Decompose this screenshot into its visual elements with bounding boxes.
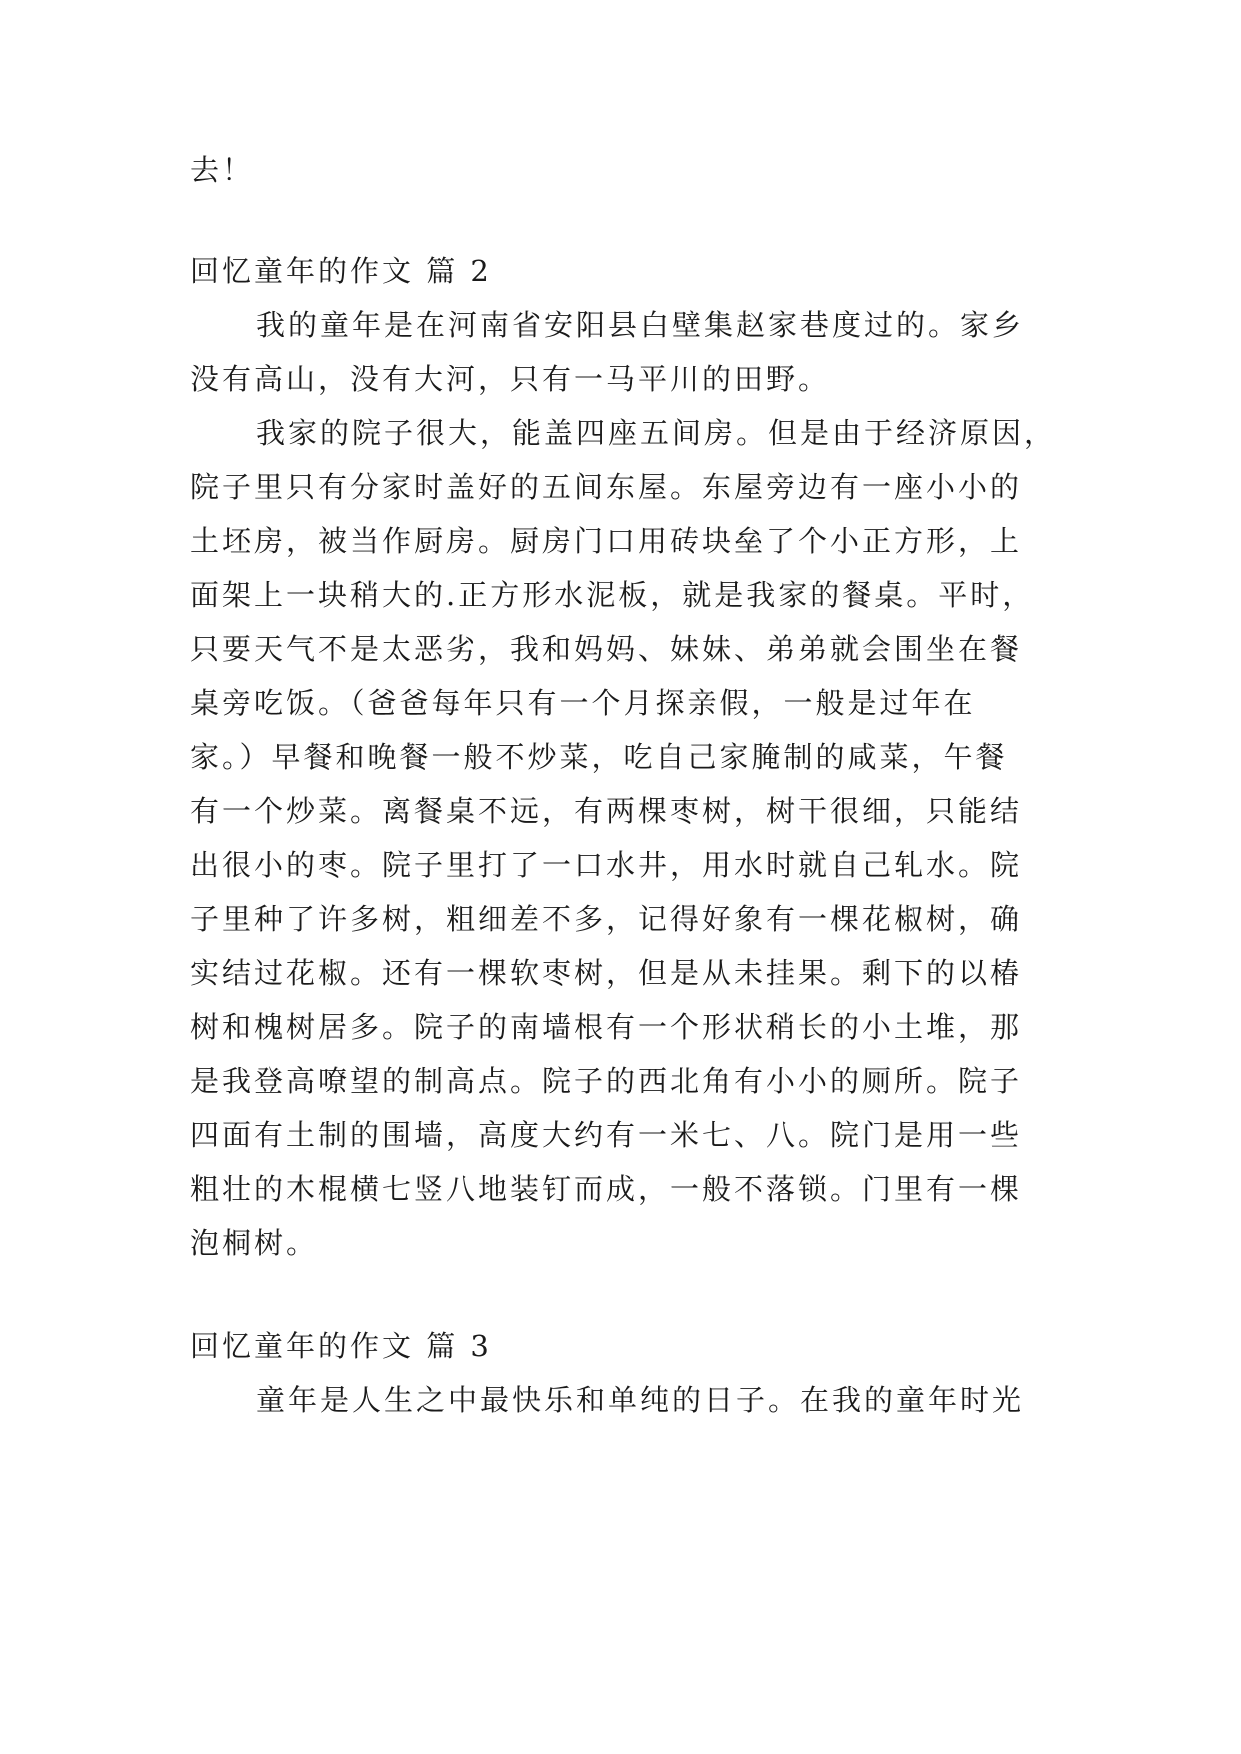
paragraph-line: 树和槐树居多。院子的南墙根有一个形状稍长的小土堆，那: [190, 1010, 1023, 1044]
section-heading: 回忆童年的作文 篇 2: [190, 254, 492, 288]
paragraph-line: 只要天气不是太恶劣，我和妈妈、妹妹、弟弟就会围坐在餐: [190, 632, 1023, 666]
paragraph-line: 家。）早餐和晚餐一般不炒菜，吃自己家腌制的咸菜，午餐: [190, 740, 1008, 774]
paragraph-line: 泡桐树。: [190, 1226, 319, 1260]
paragraph-line: 我的童年是在河南省安阳县白壁集赵家巷度过的。家乡: [256, 308, 1025, 342]
paragraph-line: 土坯房，被当作厨房。厨房门口用砖块垒了个小正方形，上: [190, 524, 1023, 558]
paragraph-line: 粗壮的木棍横七竖八地装钉而成，一般不落锁。门里有一棵: [190, 1172, 1023, 1206]
paragraph-line: 有一个炒菜。离餐桌不远，有两棵枣树，树干很细，只能结: [190, 794, 1023, 828]
paragraph-line: 出很小的枣。院子里打了一口水井，用水时就自己轧水。院: [190, 848, 1023, 882]
paragraph-line: 没有高山，没有大河，只有一马平川的田野。: [190, 362, 831, 396]
paragraph-line: 我家的院子很大，能盖四座五间房。但是由于经济原因，: [256, 416, 1057, 450]
paragraph-line: 实结过花椒。还有一棵软枣树，但是从未挂果。剩下的以椿: [190, 956, 1023, 990]
paragraph-line: 面架上一块稍大的.正方形水泥板，就是我家的餐桌。平时，: [190, 578, 1035, 612]
section-heading: 回忆童年的作文 篇 3: [190, 1329, 492, 1363]
paragraph-line: 子里种了许多树，粗细差不多，记得好象有一棵花椒树，确: [190, 902, 1023, 936]
paragraph-line: 院子里只有分家时盖好的五间东屋。东屋旁边有一座小小的: [190, 470, 1023, 504]
continuation-text: 去！: [190, 153, 255, 187]
paragraph-line: 是我登高嘹望的制高点。院子的西北角有小小的厕所。院子: [190, 1064, 1023, 1098]
paragraph-line: 童年是人生之中最快乐和单纯的日子。在我的童年时光: [256, 1383, 1025, 1417]
paragraph-line: 四面有土制的围墙，高度大约有一米七、八。院门是用一些: [190, 1118, 1023, 1152]
paragraph-line: 桌旁吃饭。（爸爸每年只有一个月探亲假，一般是过年在: [190, 686, 976, 720]
